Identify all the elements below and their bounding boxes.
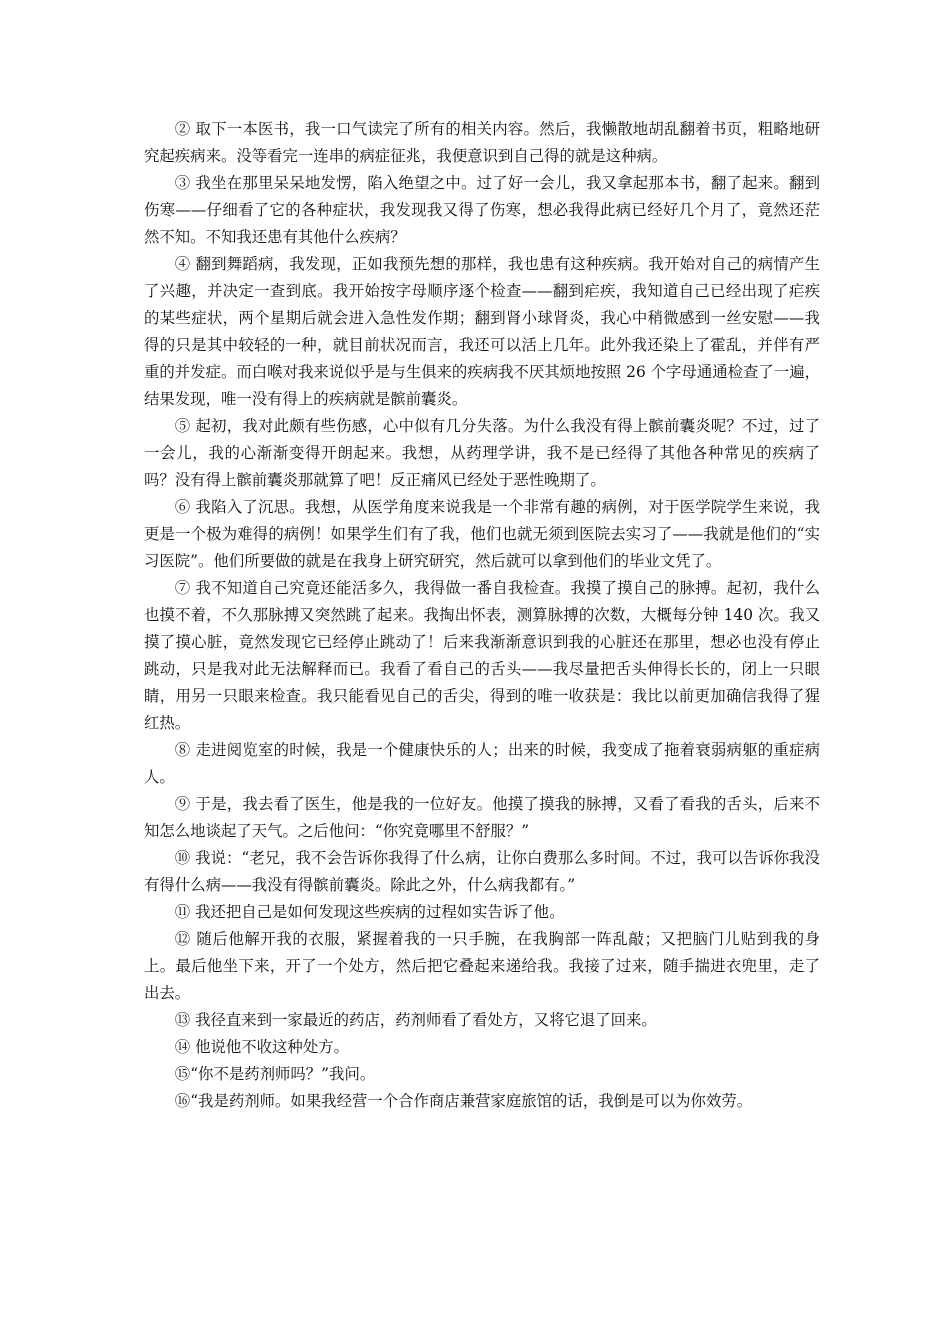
- paragraph-3: ③ 我坐在那里呆呆地发愣，陷入绝望之中。过了好一会儿，我又拿起那本书，翻了起来。翻到伤寒——仔细看了它的各种症状，我发现我又得了伤寒，想必我得此病已经好几个月了，竟然还茫然不知。不知我还患有其他什么疾病？: [144, 174, 820, 246]
- paragraph-15: ⑮“你不是药剂师吗？”我问。: [174, 1065, 376, 1083]
- paragraph-2: ② 取下一本医书，我一口气读完了所有的相关内容。然后，我懒散地胡乱翻着书页，粗略地研究起疾病来。没等看完一连串的病症征兆，我便意识到自己得的就是这种病。: [144, 120, 820, 165]
- paragraph-11: ⑪ 我还把自己是如何发现这些疾病的过程如实告诉了他。: [174, 903, 565, 921]
- paragraph-6: ⑥ 我陷入了沉思。我想，从医学角度来说我是一个非常有趣的病例，对于医学院学生来说，我更是一个极为难得的病例！如果学生们有了我，他们也就无须到医院去实习了——我就是他们的“实习医院”。他们所要做的就是在我身上研究研究，然后就可以拿到他们的毕业文凭了。: [144, 498, 820, 570]
- paragraph-12: ⑫ 随后他解开我的衣服，紧握着我的一只手腕，在我胸部一阵乱敲；又把脑门儿贴到我的身上。最后他坐下来，开了一个处方，然后把它叠起来递给我。我接了过来，随手揣进衣兜里，走了出去。: [144, 930, 820, 1002]
- paragraph-4: ④ 翻到舞蹈病，我发现，正如我预先想的那样，我也患有这种疾病。我开始对自己的病情产生了兴趣，并决定一查到底。我开始按字母顺序逐个检查——翻到疟疾，我知道自己已经出现了疟疾的某些症状，两个星期后就会进入急性发作期；翻到肾小球肾炎，我心中稍微感到一丝安慰——我得的只是其中较轻的一种，就目前状况而言，我还可以活上几年。此外我还染上了霍乱，并伴有严重的并发症。而白喉对我来说似乎是与生俱来的疾病我不厌其烦地按照 26 个字母通通检查了一遍，结果发现，唯一没有得上的疾病就是髌前囊炎。: [144, 255, 820, 408]
- paragraph-8: ⑧ 走进阅览室的时候，我是一个健康快乐的人；出来的时候，我变成了拖着衰弱病躯的重症病人。: [144, 741, 820, 786]
- paragraph-7: ⑦ 我不知道自己究竟还能活多久，我得做一番自我检查。我摸了摸自己的脉搏。起初，我什么也摸不着，不久那脉搏又突然跳了起来。我掏出怀表，测算脉搏的次数，大概每分钟 140 次。我又摸了摸心脏，竟然发现它已经停止跳动了！后来我渐渐意识到我的心脏还在那里，想必也没有停止跳动，只是我对此无法解释而已。我看了看自己的舌头——我尽量把舌头伸得长长的，闭上一只眼睛，用另一只眼来检查。我只能看见自己的舌尖，得到的唯一收获是：我比以前更加确信我得了猩红热。: [144, 579, 820, 732]
- paragraph-5: ⑤ 起初，我对此颇有些伤感，心中似有几分失落。为什么我没有得上髌前囊炎呢？不过，过了一会儿，我的心渐渐变得开朗起来。我想，从药理学讲，我不是已经得了其他各种常见的疾病了吗？没有得上髌前囊炎那就算了吧！反正痛风已经处于恶性晚期了。: [144, 417, 820, 489]
- paragraph-9: ⑨ 于是，我去看了医生，他是我的一位好友。他摸了摸我的脉搏，又看了看我的舌头，后来不知怎么地谈起了天气。之后他问：“你究竟哪里不舒服？”: [144, 795, 820, 840]
- document-body: [144, 116, 820, 1115]
- paragraph-10: ⑩ 我说：“老兄，我不会告诉你我得了什么病，让你白费那么多时间。不过，我可以告诉你我没有得什么病——我没有得髌前囊炎。除此之外，什么病我都有。”: [144, 849, 820, 894]
- paragraph-13: ⑬ 我径直来到一家最近的药店，药剂师看了看处方，又将它退了回来。: [174, 1011, 657, 1029]
- paragraph-16: ⑯“我是药剂师。如果我经营一个合作商店兼营家庭旅馆的话，我倒是可以为你效劳。: [174, 1092, 753, 1110]
- paragraph-14: ⑭ 他说他不收这种处方。: [174, 1038, 349, 1056]
